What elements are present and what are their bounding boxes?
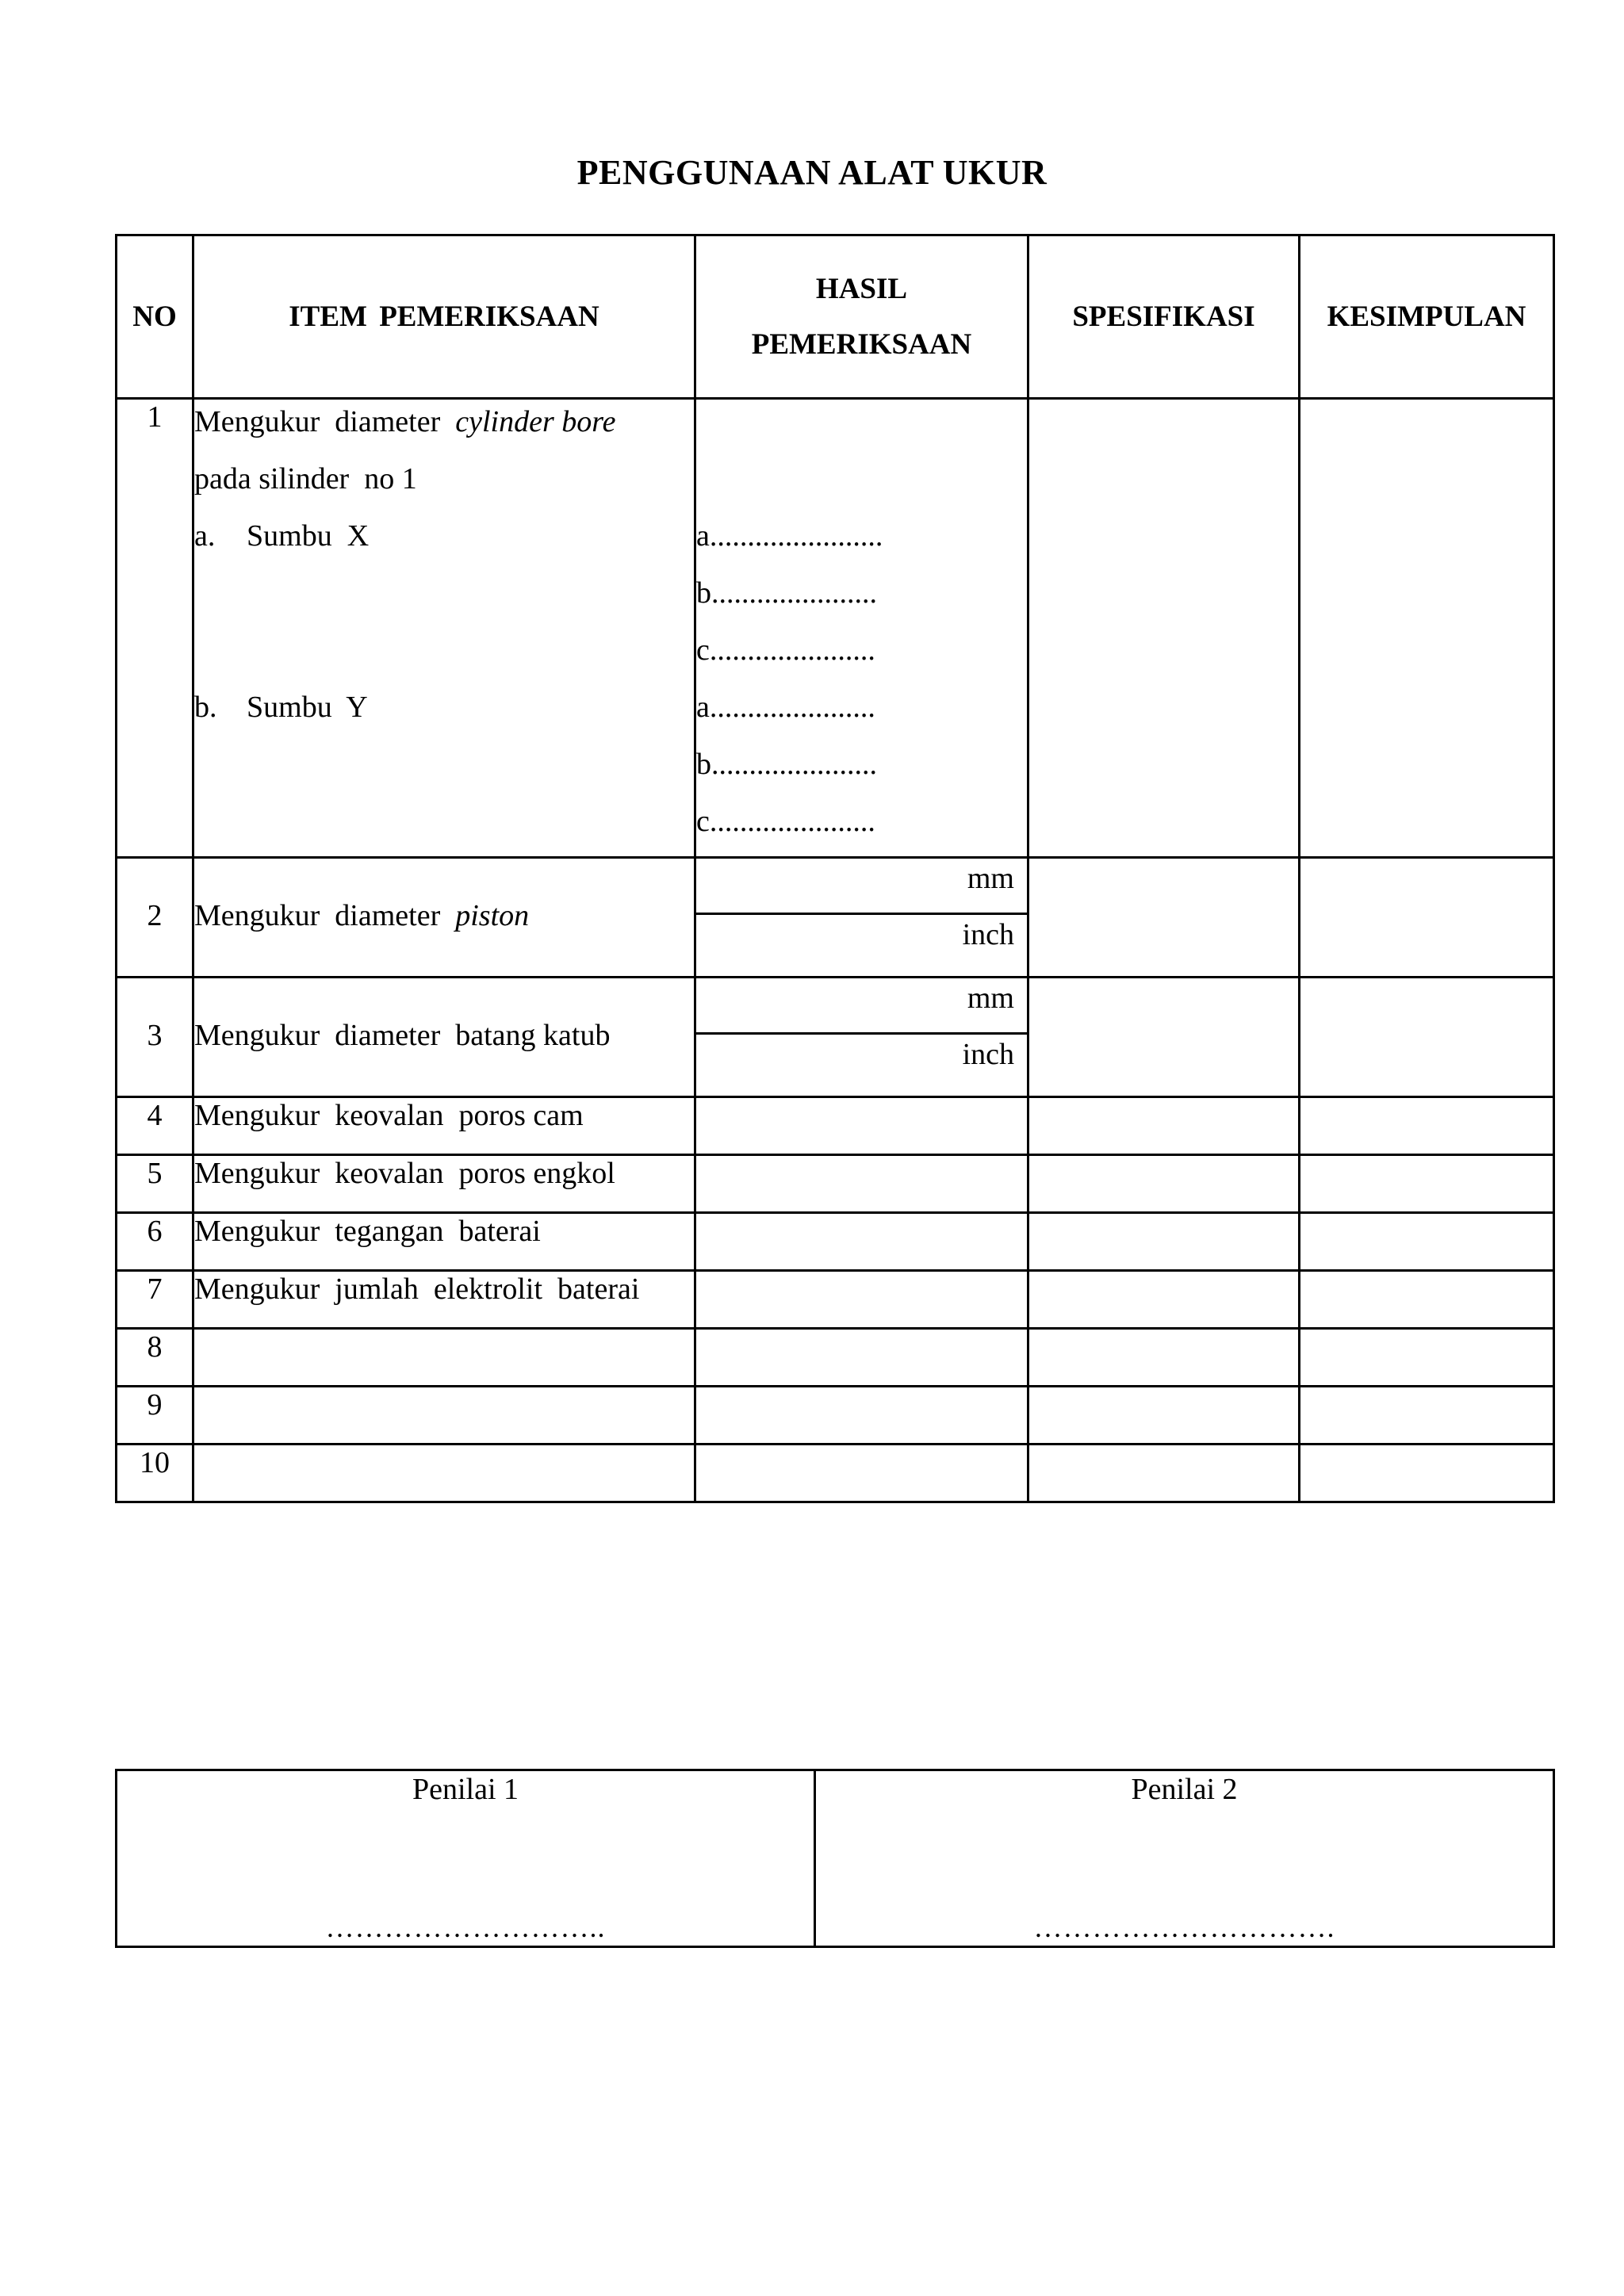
conclusion-cell[interactable] bbox=[1300, 1445, 1554, 1502]
sub-label: Sumbu X bbox=[247, 519, 370, 553]
header-kesimpulan: KESIMPULAN bbox=[1300, 235, 1554, 399]
table-row bbox=[117, 1213, 1554, 1271]
result-line: b...................... bbox=[696, 576, 877, 610]
sub-item-b bbox=[194, 685, 694, 742]
page-title: PENGGUNAAN ALAT UKUR bbox=[576, 153, 1048, 192]
table-row bbox=[117, 399, 1554, 858]
row-item: Mengukur tegangan baterai bbox=[193, 1213, 695, 1271]
table-row bbox=[117, 1445, 1554, 1502]
table-row bbox=[117, 1271, 1554, 1329]
row-number: 9 bbox=[117, 1387, 193, 1445]
header-no: NO bbox=[117, 235, 193, 399]
header-hasil-line2: PEMERIKSAAN bbox=[751, 327, 972, 361]
spec-cell[interactable] bbox=[1028, 1445, 1300, 1502]
signature-table bbox=[115, 1769, 1555, 1948]
table-row bbox=[117, 1155, 1554, 1213]
result-cell[interactable] bbox=[695, 1097, 1028, 1155]
spec-cell[interactable] bbox=[1028, 1329, 1300, 1387]
conclusion-cell[interactable] bbox=[1300, 1097, 1554, 1155]
row-item[interactable] bbox=[193, 1445, 695, 1502]
conclusion-cell[interactable] bbox=[1300, 978, 1554, 1097]
result-cell[interactable] bbox=[695, 1271, 1028, 1329]
row-item: Mengukur jumlah elektrolit baterai bbox=[193, 1271, 695, 1329]
penilai-1-cell[interactable] bbox=[117, 1770, 815, 1947]
result-mm-field[interactable]: mm bbox=[696, 978, 1027, 1035]
conclusion-cell[interactable] bbox=[1300, 858, 1554, 978]
inspection-table bbox=[115, 234, 1555, 1503]
item-line-1 bbox=[194, 400, 694, 457]
sub-item-a bbox=[194, 514, 694, 571]
sub-marker: a. bbox=[194, 519, 216, 553]
conclusion-cell[interactable] bbox=[1300, 399, 1554, 858]
penilai-2-signature-line: …………………………. bbox=[1033, 1911, 1335, 1943]
row-number: 4 bbox=[117, 1097, 193, 1155]
row-number: 8 bbox=[117, 1329, 193, 1387]
item-text: Mengukur diameter bbox=[194, 405, 456, 438]
result-cell bbox=[695, 978, 1028, 1097]
result-line: a...................... bbox=[696, 691, 875, 724]
conclusion-cell[interactable] bbox=[1300, 1271, 1554, 1329]
header-spesifikasi: SPESIFIKASI bbox=[1028, 235, 1300, 399]
table-row bbox=[117, 1329, 1554, 1387]
row-item[interactable] bbox=[193, 1387, 695, 1445]
penilai-1-signature-line: ……………………….. bbox=[325, 1911, 606, 1943]
sub-label: Sumbu Y bbox=[247, 691, 368, 724]
result-cell bbox=[695, 858, 1028, 978]
table-row bbox=[117, 1387, 1554, 1445]
header-hasil-line1: HASIL bbox=[815, 272, 908, 305]
sub-marker: b. bbox=[194, 691, 217, 724]
item-line-2: pada silinder no 1 bbox=[194, 462, 417, 496]
result-cell[interactable] bbox=[695, 1155, 1028, 1213]
conclusion-cell[interactable] bbox=[1300, 1387, 1554, 1445]
spec-cell[interactable] bbox=[1028, 1155, 1300, 1213]
result-line: c...................... bbox=[696, 633, 875, 667]
table-row bbox=[117, 1097, 1554, 1155]
result-line: c...................... bbox=[696, 805, 875, 838]
spec-cell[interactable] bbox=[1028, 399, 1300, 858]
row-number: 7 bbox=[117, 1271, 193, 1329]
item-text: Mengukur diameter bbox=[194, 899, 456, 932]
spec-cell[interactable] bbox=[1028, 1271, 1300, 1329]
row-item: Mengukur diameter batang katub bbox=[193, 978, 695, 1097]
spec-cell[interactable] bbox=[1028, 978, 1300, 1097]
penilai-2-label: Penilai 2 bbox=[1131, 1773, 1238, 1806]
table-header-row bbox=[117, 235, 1554, 399]
conclusion-cell[interactable] bbox=[1300, 1155, 1554, 1213]
row-number: 1 bbox=[117, 399, 193, 858]
spec-cell[interactable] bbox=[1028, 1213, 1300, 1271]
result-line: a....................... bbox=[696, 519, 883, 553]
result-cell[interactable] bbox=[695, 399, 1028, 858]
result-cell[interactable] bbox=[695, 1387, 1028, 1445]
result-inch-field[interactable]: inch bbox=[962, 1038, 1014, 1071]
item-italic-text: cylinder bore bbox=[455, 405, 616, 438]
result-cell[interactable] bbox=[695, 1329, 1028, 1387]
row-item: Mengukur keovalan poros engkol bbox=[193, 1155, 695, 1213]
header-item: ITEM PEMERIKSAAN bbox=[193, 235, 695, 399]
spec-cell[interactable] bbox=[1028, 1387, 1300, 1445]
row-number: 5 bbox=[117, 1155, 193, 1213]
penilai-1-label: Penilai 1 bbox=[412, 1773, 519, 1806]
row-number: 3 bbox=[117, 978, 193, 1097]
result-cell[interactable] bbox=[695, 1213, 1028, 1271]
table-row bbox=[117, 858, 1554, 978]
conclusion-cell[interactable] bbox=[1300, 1329, 1554, 1387]
result-inch-field[interactable]: inch bbox=[962, 918, 1014, 951]
row-item[interactable] bbox=[193, 1329, 695, 1387]
row-number: 2 bbox=[117, 858, 193, 978]
spec-cell[interactable] bbox=[1028, 858, 1300, 978]
conclusion-cell[interactable] bbox=[1300, 1213, 1554, 1271]
spec-cell[interactable] bbox=[1028, 1097, 1300, 1155]
header-hasil bbox=[695, 235, 1028, 399]
row-item bbox=[193, 858, 695, 978]
row-item: Mengukur keovalan poros cam bbox=[193, 1097, 695, 1155]
result-mm-field[interactable]: mm bbox=[696, 859, 1027, 915]
result-line: b...................... bbox=[696, 748, 877, 781]
row-number: 10 bbox=[117, 1445, 193, 1502]
row-item bbox=[193, 399, 695, 858]
result-cell[interactable] bbox=[695, 1445, 1028, 1502]
item-italic-text: piston bbox=[455, 899, 530, 932]
row-number: 6 bbox=[117, 1213, 193, 1271]
table-row bbox=[117, 978, 1554, 1097]
penilai-2-cell[interactable] bbox=[815, 1770, 1554, 1947]
